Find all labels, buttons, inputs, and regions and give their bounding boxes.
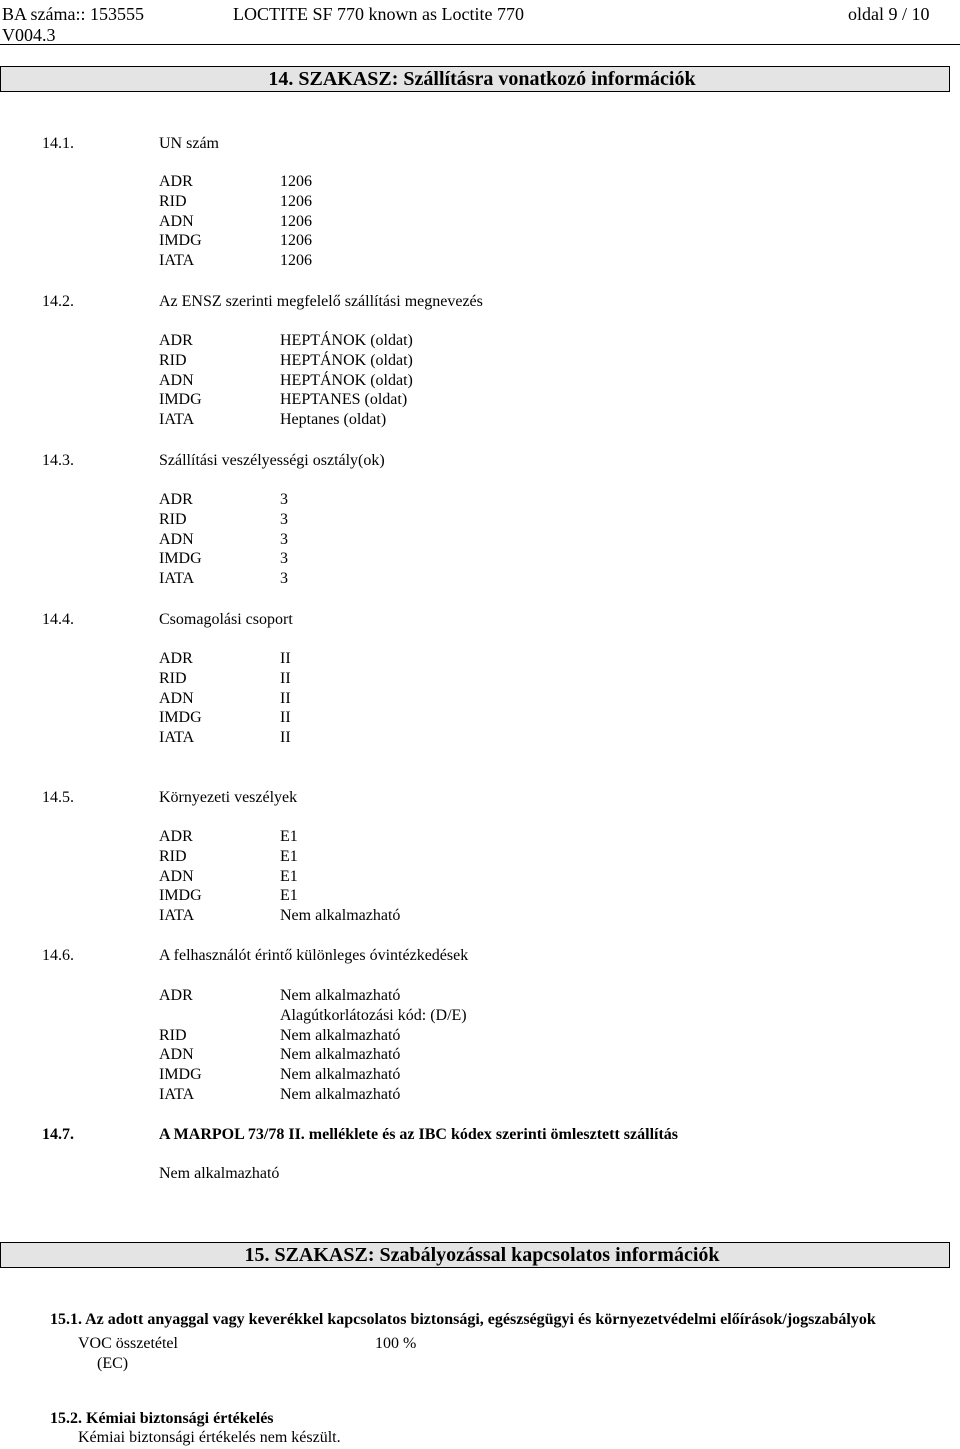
voc-unit-note: (EC) — [97, 1355, 129, 1372]
mode-value: II — [280, 709, 291, 727]
mode-label: IATA — [159, 411, 195, 429]
subsection-14-6-number: 14.6. — [42, 947, 74, 964]
product-name: LOCTITE SF 770 known as Loctite 770 — [233, 4, 524, 24]
mode-value: Nem alkalmazható — [280, 907, 401, 925]
mode-value: Nem alkalmazható — [280, 1086, 401, 1103]
mode-value: E1 — [280, 847, 298, 865]
mode-label: ADN — [159, 1046, 194, 1064]
mode-label: RID — [159, 1026, 187, 1044]
mode-value: HEPTÁNOK (oldat) — [280, 351, 413, 369]
document-number: BA száma:: 153555 — [2, 4, 144, 24]
mode-label: IATA — [159, 570, 195, 588]
mode-value: HEPTÁNOK (oldat) — [280, 371, 413, 389]
mode-label: RID — [159, 351, 187, 369]
chemical-safety-assessment-text: Kémiai biztonsági értékelés nem készült. — [78, 1429, 341, 1446]
mode-label: ADR — [159, 491, 193, 508]
mode-label: ADN — [159, 689, 194, 707]
subsection-14-4-title: Csomagolási csoport — [159, 611, 293, 628]
document-version: V004.3 — [2, 25, 56, 45]
subsection-14-5-title: Környezeti veszélyek — [159, 789, 298, 806]
voc-value: 100 % — [375, 1335, 417, 1352]
subsection-14-3-number: 14.3. — [42, 452, 74, 469]
mode-value: II — [280, 669, 291, 687]
mode-label: ADR — [159, 987, 193, 1004]
mode-value: 1206 — [280, 212, 312, 230]
mode-label: RID — [159, 192, 187, 210]
voc-label: VOC összetétel — [78, 1335, 178, 1352]
mode-value: II — [280, 729, 291, 747]
mode-value: 1206 — [280, 192, 312, 210]
mode-label: RID — [159, 669, 187, 687]
page-number: oldal 9 / 10 — [848, 4, 930, 24]
mode-value: Nem alkalmazható — [280, 1026, 401, 1044]
subsection-14-3-title: Szállítási veszélyességi osztály(ok) — [159, 452, 385, 469]
mode-value: 3 — [280, 550, 288, 568]
mode-label: ADR — [159, 332, 193, 349]
mode-value: Nem alkalmazható — [280, 1046, 401, 1064]
mode-label: IMDG — [159, 232, 202, 250]
mode-value: 3 — [280, 530, 288, 548]
subsection-14-7-number: 14.7. — [42, 1126, 74, 1143]
subsection-14-5-number: 14.5. — [42, 789, 74, 806]
mode-label: ADN — [159, 371, 194, 389]
subsection-14-6-title: A felhasználót érintő különleges óvintézkedések — [159, 947, 469, 964]
mode-value: Nem alkalmazható — [280, 987, 401, 1004]
mode-value: Nem alkalmazható — [280, 1066, 401, 1084]
subsection-14-1-title: UN szám — [159, 135, 219, 152]
subsection-14-1-number: 14.1. — [42, 135, 74, 152]
subsection-14-2-title: Az ENSZ szerinti megfelelő szállítási megnevezés — [159, 293, 483, 310]
mode-value: 1206 — [280, 252, 312, 270]
mode-value: II — [280, 650, 291, 667]
mode-value: II — [280, 689, 291, 707]
mode-label: RID — [159, 847, 187, 865]
mode-label: ADR — [159, 650, 193, 667]
mode-label: ADN — [159, 867, 194, 885]
mode-label: IMDG — [159, 1066, 202, 1084]
subsection-14-2-number: 14.2. — [42, 293, 74, 310]
mode-value: HEPTANES (oldat) — [280, 391, 408, 409]
section-14-title: 14. SZAKASZ: Szállításra vonatkozó információk — [0, 66, 950, 92]
mode-value: 3 — [280, 570, 288, 588]
mode-value: Alagútkorlátozási kód: (D/E) — [280, 1006, 467, 1024]
section-15-title: 15. SZAKASZ: Szabályozással kapcsolatos információk — [0, 1242, 950, 1268]
mode-label: IATA — [159, 729, 195, 747]
mode-value: 3 — [280, 510, 288, 528]
mode-value: 3 — [280, 491, 288, 508]
mode-label: IMDG — [159, 887, 202, 905]
mode-label: IMDG — [159, 709, 202, 727]
header-rule — [0, 44, 960, 45]
mode-label: RID — [159, 510, 187, 528]
mode-label: ADN — [159, 212, 194, 230]
mode-value: E1 — [280, 887, 298, 905]
subsection-14-4-number: 14.4. — [42, 611, 74, 628]
mode-value: E1 — [280, 828, 298, 845]
subsection-15-1-title: 15.1. Az adott anyaggal vagy keverékkel kapcsolatos biztonsági, egészségügyi és környezetvédelmi előírások/jogszabályok — [50, 1311, 876, 1328]
mode-label: ADR — [159, 173, 193, 190]
mode-label: IATA — [159, 907, 195, 925]
mode-label: IMDG — [159, 550, 202, 568]
mode-label: ADN — [159, 530, 194, 548]
mode-label: IATA — [159, 252, 195, 270]
mode-value: HEPTÁNOK (oldat) — [280, 332, 413, 349]
mode-value: E1 — [280, 867, 298, 885]
mode-label: IMDG — [159, 391, 202, 409]
subsection-14-7-title: A MARPOL 73/78 II. melléklete és az IBC kódex szerinti ömlesztett szállítás — [159, 1126, 679, 1143]
mode-value: Heptanes (oldat) — [280, 411, 387, 429]
mode-value: 1206 — [280, 232, 312, 250]
mode-label: IATA — [159, 1086, 195, 1103]
subsection-15-2-title: 15.2. Kémiai biztonsági értékelés — [50, 1410, 274, 1427]
mode-value: 1206 — [280, 173, 312, 190]
mode-label: ADR — [159, 828, 193, 845]
marpol-value: Nem alkalmazható — [159, 1165, 280, 1182]
